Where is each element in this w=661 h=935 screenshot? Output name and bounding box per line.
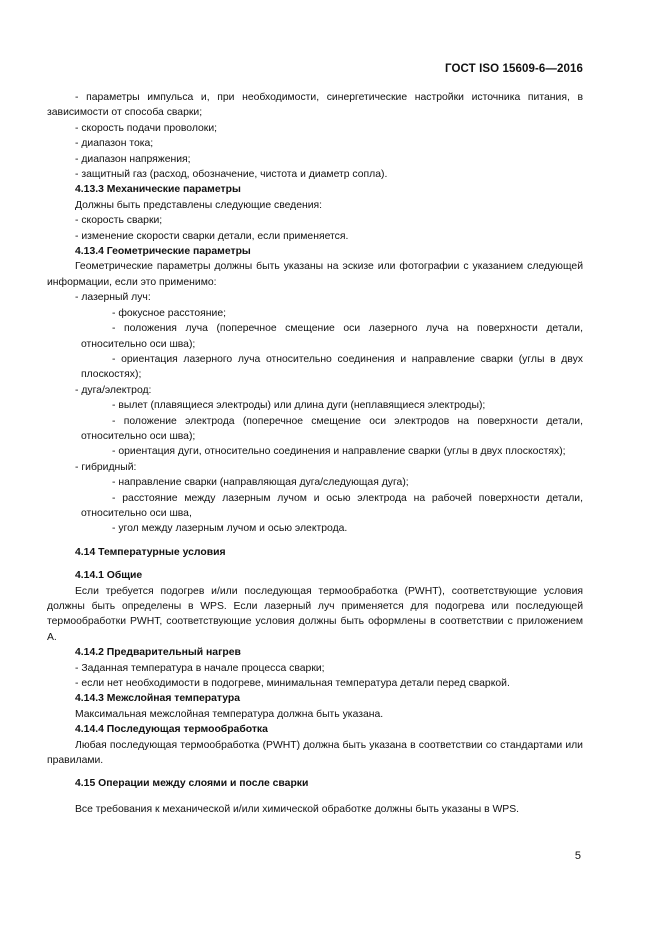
paragraph: Должны быть представлены следующие сведения: <box>75 199 323 211</box>
list-item: - дуга/электрод: <box>75 384 152 396</box>
paragraph: Если требуется подогрев и/или последующая термообработка (PWHT), соответствующие условия должны быть определены в WPS. Если лазерный луч применяется для подогрева или последующей термообработки PWHT, соответствующие условия должны быть оформлены в соответствии с приложением А. <box>47 585 583 643</box>
list-item: - лазерный луч: <box>75 292 151 304</box>
list-item: - изменение скорости сварки детали, если применяется. <box>75 230 349 242</box>
list-item: - скорость сварки; <box>75 215 163 227</box>
document-body <box>47 90 583 817</box>
list-item: - диапазон тока; <box>75 138 154 150</box>
list-item: - гибридный: <box>75 461 137 473</box>
paragraph: Все требования к механической и/или химической обработке должны быть указаны в WPS. <box>75 803 520 815</box>
list-subitem: - ориентация дуги, относительно соединения и направление сварки (углы в двух плоскостях); <box>112 446 566 458</box>
list-subitem: - положение электрода (поперечное смещение оси электродов на поверхности детали, относительно оси шва); <box>81 415 583 442</box>
list-subitem: - направление сварки (направляющая дуга/следующая дуга); <box>112 477 409 489</box>
section-heading: 4.15 Операции между слоями и после сварки <box>75 778 309 790</box>
list-subitem: - вылет (плавящиеся электроды) или длина дуги (неплавящиеся электроды); <box>112 400 486 412</box>
section-heading: 4.13.3 Механические параметры <box>75 184 241 196</box>
list-item: - диапазон напряжения; <box>75 153 191 165</box>
section-heading: 4.14.4 Последующая термообработка <box>75 724 268 736</box>
paragraph: Геометрические параметры должны быть указаны на эскизе или фотографии с указанием следующей информации, если это применимо: <box>47 261 583 288</box>
list-subitem: - расстояние между лазерным лучом и осью электрода на рабочей поверхности детали, относительно оси шва, <box>81 492 583 519</box>
list-item: - Заданная температура в начале процесса сварки; <box>75 662 325 674</box>
section-heading: 4.14.3 Межслойная температура <box>75 693 240 705</box>
page-number: 5 <box>574 850 581 862</box>
paragraph: Максимальная межслойная температура должна быть указана. <box>75 708 384 720</box>
list-item: - защитный газ (расход, обозначение, чистота и диаметр сопла). <box>75 169 388 181</box>
list-item: - скорость подачи проволоки; <box>75 122 218 134</box>
document-header: ГОСТ ISO 15609-6—2016 <box>445 63 583 75</box>
section-heading: 4.13.4 Геометрические параметры <box>75 246 251 258</box>
section-heading: 4.14.2 Предварительный нагрев <box>75 647 241 659</box>
section-heading: 4.14.1 Общие <box>75 570 143 582</box>
list-subitem: - угол между лазерным лучом и осью электрода. <box>112 523 348 535</box>
list-subitem: - ориентация лазерного луча относительно соединения и направление сварки (углы в двух плоскостях); <box>81 353 583 381</box>
paragraph: Любая последующая термообработка (PWHT) должна быть указана в соответствии со стандартами или правилами. <box>47 739 583 767</box>
list-item: - если нет необходимости в подогреве, минимальная температура детали перед сваркой. <box>75 678 510 690</box>
section-heading: 4.14 Температурные условия <box>75 546 226 558</box>
list-item: - параметры импульса и, при необходимости, синергетические настройки источника питания, в зависимости от способа сварки; <box>47 92 583 119</box>
list-subitem: - фокусное расстояние; <box>112 307 226 319</box>
list-subitem: - положения луча (поперечное смещение оси лазерного луча на поверхности детали, относительно оси шва); <box>81 323 583 350</box>
